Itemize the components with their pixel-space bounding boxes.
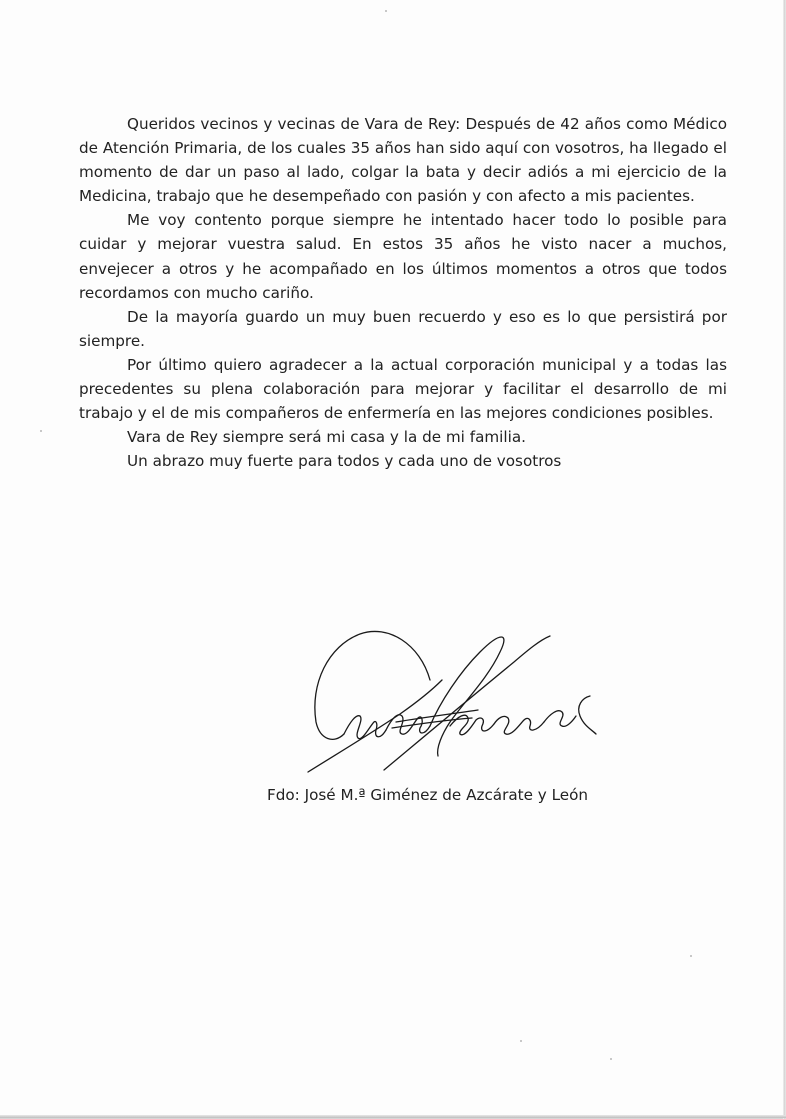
paper-speck [690,955,692,957]
paragraph-health: Me voy contento porque siempre he intentado hacer todo lo posible para cuidar y mejorar vuestra salud. En estos 35 años he visto nacer a muchos, envejecer a otros y he acompañado en los últimos momentos a otros que todos recordamos con mucho cariño. [79,211,727,302]
page-edge-shadow [783,0,785,1119]
page-bottom-shadow [0,1115,786,1118]
paper-speck [40,430,42,432]
letter-body [79,112,727,473]
signature-icon [300,622,600,780]
paragraph-farewell: Un abrazo muy fuerte para todos y cada uno de vosotros [127,452,562,471]
paragraph-home: Vara de Rey siempre será mi casa y la de mi familia. [127,428,526,447]
handwritten-signature [300,622,600,780]
paragraph-memories: De la mayoría guardo un muy buen recuerdo y eso es lo que persistirá por siempre. [79,307,727,350]
paper-speck [520,1040,522,1042]
paragraph-thanks: Por último quiero agradecer a la actual corporación municipal y a todas las precedentes su plena colaboración para mejorar y facilitar el desarrollo de mi trabajo y el de mis compañeros de enfermería en las mejores condiciones posibles. [79,355,727,423]
paper-speck [385,10,387,12]
paragraph-greeting: Queridos vecinos y vecinas de Vara de Rey: Después de 42 años como Médico de Atención Primaria, de los cuales 35 años han sido aquí con vosotros, ha llegado el momento de dar un paso al lado, colgar la bata y decir adiós a mi ejercicio de la Medicina, trabajo que he desempeñado con pasión y con afecto a mis pacientes. [79,115,727,206]
paper-speck [610,1058,612,1060]
signature-name: Fdo: José M.ª Giménez de Azcárate y León [267,786,589,804]
